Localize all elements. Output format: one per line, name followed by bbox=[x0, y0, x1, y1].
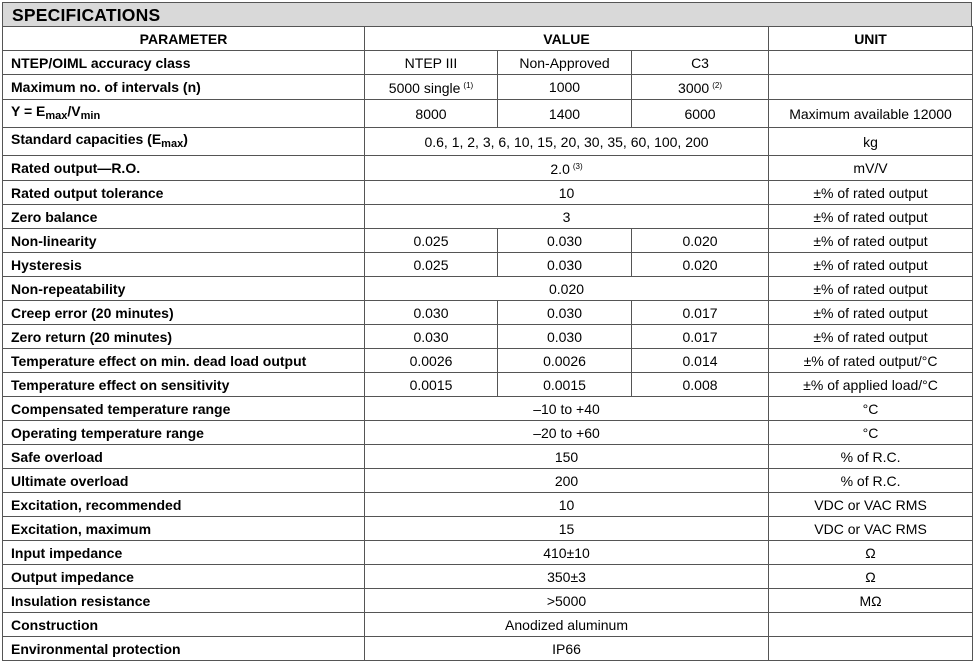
label-text: ) bbox=[183, 131, 188, 147]
unit-cell: ±% of rated output bbox=[769, 253, 973, 277]
value-cell: 0.008 bbox=[632, 373, 769, 397]
value-cell: Non-Approved bbox=[498, 51, 632, 75]
row-label: Safe overload bbox=[3, 445, 365, 469]
row-label: Operating temperature range bbox=[3, 421, 365, 445]
table-row bbox=[3, 469, 973, 493]
row-label: Zero balance bbox=[3, 205, 365, 229]
section-title: SPECIFICATIONS bbox=[2, 2, 972, 26]
specifications-panel bbox=[2, 2, 972, 661]
row-label: Creep error (20 minutes) bbox=[3, 301, 365, 325]
value-cell: IP66 bbox=[365, 637, 769, 661]
value-cell: 0.030 bbox=[365, 301, 498, 325]
table-row bbox=[3, 75, 973, 100]
value-cell: 0.030 bbox=[498, 253, 632, 277]
unit-cell bbox=[769, 75, 973, 100]
row-label: Zero return (20 minutes) bbox=[3, 325, 365, 349]
row-label: Temperature effect on min. dead load output bbox=[3, 349, 365, 373]
table-row bbox=[3, 51, 973, 75]
unit-cell: VDC or VAC RMS bbox=[769, 517, 973, 541]
value-cell: 0.017 bbox=[632, 301, 769, 325]
value-cell: 410±10 bbox=[365, 541, 769, 565]
value-cell: NTEP III bbox=[365, 51, 498, 75]
value-cell: 1400 bbox=[498, 100, 632, 128]
value-cell bbox=[632, 75, 769, 100]
header-value: VALUE bbox=[365, 27, 769, 51]
unit-cell: Ω bbox=[769, 541, 973, 565]
row-label: Insulation resistance bbox=[3, 589, 365, 613]
table-row bbox=[3, 541, 973, 565]
footnote-marker: (3) bbox=[572, 162, 583, 171]
row-label: Rated output—R.O. bbox=[3, 156, 365, 181]
header-unit: UNIT bbox=[769, 27, 973, 51]
value-text: 2.0 bbox=[550, 161, 570, 177]
unit-cell: ±% of rated output bbox=[769, 325, 973, 349]
table-row bbox=[3, 565, 973, 589]
row-label: Non-linearity bbox=[3, 229, 365, 253]
row-label bbox=[3, 128, 365, 156]
unit-cell: ±% of rated output bbox=[769, 181, 973, 205]
value-cell: 8000 bbox=[365, 100, 498, 128]
row-label: Environmental protection bbox=[3, 637, 365, 661]
value-cell: 6000 bbox=[632, 100, 769, 128]
label-text: /V bbox=[67, 103, 81, 119]
value-cell: 0.0026 bbox=[365, 349, 498, 373]
label-subscript: max bbox=[161, 138, 184, 150]
value-text: 5000 single bbox=[388, 80, 461, 96]
unit-cell: Maximum available 12000 bbox=[769, 100, 973, 128]
value-cell: 0.0026 bbox=[498, 349, 632, 373]
value-cell: Anodized aluminum bbox=[365, 613, 769, 637]
table-row bbox=[3, 301, 973, 325]
value-cell: 200 bbox=[365, 469, 769, 493]
row-label: Rated output tolerance bbox=[3, 181, 365, 205]
specifications-table bbox=[2, 26, 973, 661]
value-cell: 0.030 bbox=[365, 325, 498, 349]
unit-cell: ±% of rated output bbox=[769, 229, 973, 253]
table-row bbox=[3, 589, 973, 613]
row-label: Input impedance bbox=[3, 541, 365, 565]
value-cell: 0.014 bbox=[632, 349, 769, 373]
unit-cell bbox=[769, 637, 973, 661]
unit-cell: ±% of rated output bbox=[769, 301, 973, 325]
unit-cell bbox=[769, 51, 973, 75]
header-row bbox=[3, 27, 973, 51]
value-cell: 0.030 bbox=[498, 325, 632, 349]
value-cell: 0.6, 1, 2, 3, 6, 10, 15, 20, 30, 35, 60, 100, 200 bbox=[365, 128, 769, 156]
unit-cell bbox=[769, 613, 973, 637]
table-row bbox=[3, 156, 973, 181]
unit-cell: % of R.C. bbox=[769, 469, 973, 493]
value-cell: –10 to +40 bbox=[365, 397, 769, 421]
value-cell: 0.017 bbox=[632, 325, 769, 349]
label-subscript: max bbox=[45, 110, 68, 122]
unit-cell: MΩ bbox=[769, 589, 973, 613]
table-row bbox=[3, 325, 973, 349]
row-label: NTEP/OIML accuracy class bbox=[3, 51, 365, 75]
unit-cell: VDC or VAC RMS bbox=[769, 493, 973, 517]
table-row bbox=[3, 100, 973, 128]
unit-cell: kg bbox=[769, 128, 973, 156]
table-row bbox=[3, 421, 973, 445]
row-label: Output impedance bbox=[3, 565, 365, 589]
table-row bbox=[3, 277, 973, 301]
value-cell: 0.0015 bbox=[498, 373, 632, 397]
table-row bbox=[3, 181, 973, 205]
value-cell: >5000 bbox=[365, 589, 769, 613]
unit-cell: ±% of rated output bbox=[769, 205, 973, 229]
row-label: Maximum no. of intervals (n) bbox=[3, 75, 365, 100]
table-row bbox=[3, 397, 973, 421]
footnote-marker: (1) bbox=[463, 81, 474, 90]
table-row bbox=[3, 517, 973, 541]
row-label: Construction bbox=[3, 613, 365, 637]
table-row bbox=[3, 253, 973, 277]
value-cell: 0.025 bbox=[365, 229, 498, 253]
value-cell: 1000 bbox=[498, 75, 632, 100]
unit-cell: ±% of rated output/°C bbox=[769, 349, 973, 373]
table-row bbox=[3, 128, 973, 156]
table-row bbox=[3, 613, 973, 637]
unit-cell: mV/V bbox=[769, 156, 973, 181]
value-cell: –20 to +60 bbox=[365, 421, 769, 445]
unit-cell: Ω bbox=[769, 565, 973, 589]
table-row bbox=[3, 493, 973, 517]
value-cell: 0.020 bbox=[632, 229, 769, 253]
unit-cell: °C bbox=[769, 421, 973, 445]
table-row bbox=[3, 445, 973, 469]
table-row bbox=[3, 205, 973, 229]
row-label: Non-repeatability bbox=[3, 277, 365, 301]
table-row bbox=[3, 637, 973, 661]
value-cell: C3 bbox=[632, 51, 769, 75]
value-cell: 350±3 bbox=[365, 565, 769, 589]
value-cell: 150 bbox=[365, 445, 769, 469]
value-cell bbox=[365, 75, 498, 100]
row-label: Excitation, maximum bbox=[3, 517, 365, 541]
value-cell: 0.030 bbox=[498, 229, 632, 253]
table-row bbox=[3, 349, 973, 373]
table-row bbox=[3, 229, 973, 253]
value-cell: 0.030 bbox=[498, 301, 632, 325]
value-cell: 15 bbox=[365, 517, 769, 541]
value-cell: 0.025 bbox=[365, 253, 498, 277]
row-label: Ultimate overload bbox=[3, 469, 365, 493]
label-text: Y = E bbox=[11, 103, 46, 119]
value-cell: 10 bbox=[365, 181, 769, 205]
value-cell: 0.020 bbox=[632, 253, 769, 277]
label-subscript: min bbox=[80, 110, 101, 122]
unit-cell: ±% of rated output bbox=[769, 277, 973, 301]
value-cell: 0.0015 bbox=[365, 373, 498, 397]
unit-cell: ±% of applied load/°C bbox=[769, 373, 973, 397]
label-text: Standard capacities (E bbox=[11, 131, 162, 147]
row-label: Temperature effect on sensitivity bbox=[3, 373, 365, 397]
row-label: Hysteresis bbox=[3, 253, 365, 277]
value-cell bbox=[365, 156, 769, 181]
row-label: Compensated temperature range bbox=[3, 397, 365, 421]
row-label bbox=[3, 100, 365, 128]
value-cell: 0.020 bbox=[365, 277, 769, 301]
unit-cell: °C bbox=[769, 397, 973, 421]
table-row bbox=[3, 373, 973, 397]
header-parameter: PARAMETER bbox=[3, 27, 365, 51]
row-label: Excitation, recommended bbox=[3, 493, 365, 517]
value-text: 3000 bbox=[678, 80, 710, 96]
value-cell: 3 bbox=[365, 205, 769, 229]
unit-cell: % of R.C. bbox=[769, 445, 973, 469]
footnote-marker: (2) bbox=[712, 81, 722, 90]
value-cell: 10 bbox=[365, 493, 769, 517]
